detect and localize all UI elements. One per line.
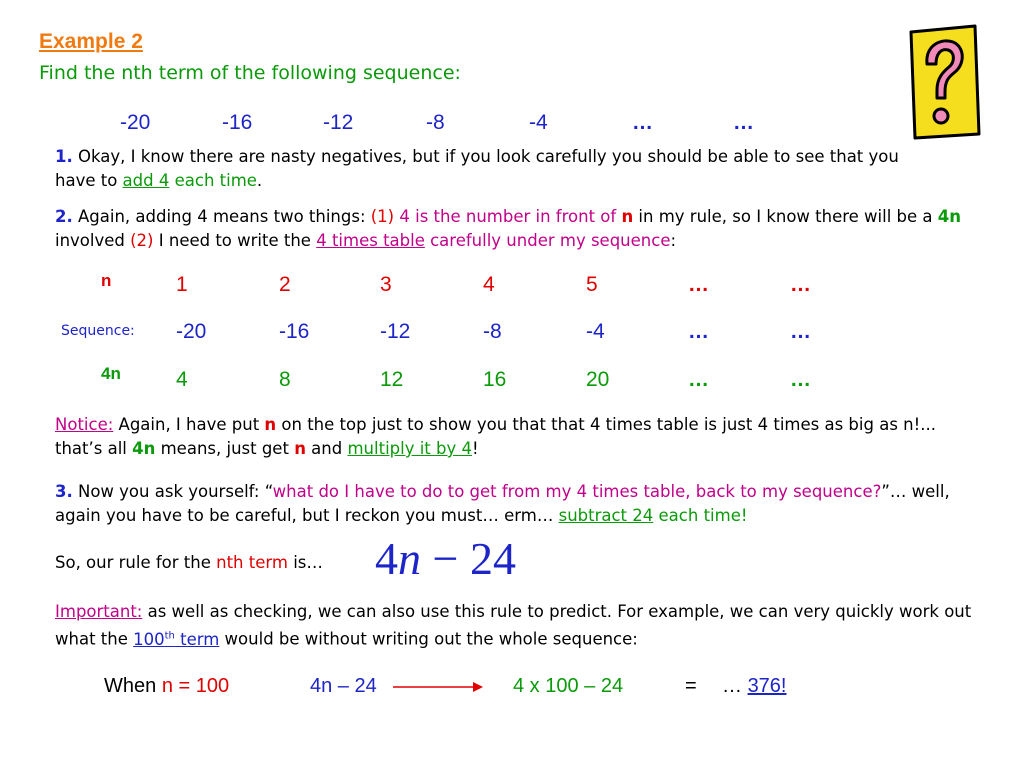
4n-row-ellipsis: … [688, 368, 709, 391]
notice-text: ! [472, 439, 479, 458]
important-text: would be without writing out the whole sequence: [219, 629, 638, 649]
notice-paragraph [55, 413, 965, 461]
n-row-ellipsis: … [790, 273, 811, 296]
formula-variable: n [398, 533, 421, 584]
n-symbol: n [294, 439, 306, 458]
4-times-table-link: 4 times table [316, 231, 425, 250]
step-text: Again, adding 4 means two things: [78, 207, 371, 226]
nth-term-label: nth term [216, 553, 288, 572]
step-text: ”… well, again you have to be careful, but I reckon you must… erm… [55, 482, 950, 525]
important-text: as well as checking, we can also use this rule to predict. For example, we can very quickly work out what the [55, 602, 972, 649]
sequence-row-cell: -20 [176, 320, 207, 343]
formula-coefficient: 4 [375, 533, 398, 584]
question-mark-sign-icon [903, 22, 983, 142]
n-row-cell: 4 [483, 273, 495, 296]
notice-text: Again, I have put [113, 415, 265, 434]
sequence-row-cell: -8 [483, 320, 502, 343]
formula-constant: − 24 [421, 533, 516, 584]
n-value: = 100 [172, 675, 230, 697]
step-text: : [670, 231, 677, 250]
row-label-n: n [101, 271, 112, 290]
sequence-ellipsis: … [632, 111, 653, 134]
sequence-term: -16 [222, 111, 253, 134]
rule-text: So, our rule for the [55, 553, 217, 572]
n-row-cell: 5 [586, 273, 598, 296]
ordinal-suffix: th [164, 630, 175, 641]
sequence-term: -12 [323, 111, 354, 134]
multiply-by-4-link: multiply it by 4 [347, 439, 472, 458]
rule-text: is… [287, 553, 323, 572]
sequence-term: -4 [529, 111, 548, 134]
4n-symbol: 4n [132, 439, 156, 458]
4n-row-cell: 4 [176, 368, 188, 391]
page-title: Example 2 [39, 30, 143, 53]
step-2-paragraph [55, 205, 1000, 253]
row-label-sequence: Sequence: [61, 323, 135, 339]
arrow-right-icon [393, 679, 485, 695]
notice-label: Notice: [55, 415, 114, 434]
important-label: Important: [55, 602, 143, 621]
step-number: 3. [55, 482, 73, 501]
step-text: Now you ask yourself: “ [72, 482, 273, 501]
answer-value: 376! [747, 675, 787, 697]
step-text: Okay, I know there are nasty negatives, but if you look carefully you should be able to see that you have to [55, 147, 899, 190]
substitution-expression: 4 x 100 – 24 [513, 675, 624, 697]
point-1-label: (1) [370, 207, 395, 226]
notice-text: means, just get [155, 439, 295, 458]
4n-row-cell: 20 [586, 368, 610, 391]
100th-term-link [133, 630, 219, 649]
step-number: 2. [55, 207, 73, 226]
step-quote: what do I have to do to get from my 4 times table, back to my sequence? [272, 482, 882, 501]
n-row-ellipsis: … [688, 273, 709, 296]
sequence-term: -8 [426, 111, 445, 134]
sequence-row-cell: -16 [279, 320, 310, 343]
important-paragraph [55, 600, 995, 652]
step-number: 1. [55, 147, 73, 166]
step-3-paragraph [55, 480, 990, 528]
n-symbol: n [161, 675, 173, 697]
subtract-24-link: subtract 24 [558, 506, 654, 525]
n-row-cell: 2 [279, 273, 291, 296]
sequence-row-ellipsis: … [688, 320, 709, 343]
row-label-4n: 4n [101, 364, 121, 383]
100-value: 100 [133, 629, 165, 649]
when-word: When [104, 675, 162, 697]
step-text-highlight: 4 is the number in front of [394, 207, 622, 226]
term-word: term [174, 629, 220, 649]
rule-expression: 4n – 24 [310, 675, 377, 697]
sequence-ellipsis: … [733, 111, 754, 134]
add-4-link: add 4 [122, 171, 170, 190]
step-text: . [256, 171, 263, 190]
equals-sign: = [685, 675, 697, 697]
when-clause [104, 675, 229, 698]
step-text-highlight: each time [169, 171, 257, 190]
step-text: I need to write the [153, 231, 317, 250]
4n-symbol: 4n [937, 207, 962, 226]
4n-row-cell: 8 [279, 368, 291, 391]
notice-text: and [305, 439, 348, 458]
nth-term-formula [375, 532, 516, 585]
n-row-cell: 1 [176, 273, 188, 296]
n-symbol: n [621, 207, 634, 226]
4n-row-cell: 12 [380, 368, 404, 391]
step-text-highlight: each time! [653, 506, 748, 525]
4n-row-ellipsis: … [790, 368, 811, 391]
answer-ellipsis: … [722, 675, 748, 697]
sequence-row-ellipsis: … [790, 320, 811, 343]
n-row-cell: 3 [380, 273, 392, 296]
notice-text: on the top just to show you that that 4 times table is just 4 times as big as n!... that’s all [55, 415, 936, 458]
rule-sentence [55, 551, 375, 575]
answer-group [722, 675, 787, 698]
step-text-highlight: carefully under my sequence [424, 231, 671, 250]
step-text: involved [55, 231, 131, 250]
sequence-row-cell: -12 [380, 320, 411, 343]
4n-row-cell: 16 [483, 368, 507, 391]
point-2-label: (2) [130, 231, 154, 250]
sequence-row-cell: -4 [586, 320, 605, 343]
n-symbol: n [264, 415, 277, 434]
page-subtitle: Find the nth term of the following sequence: [39, 62, 461, 84]
step-1-paragraph [55, 145, 935, 193]
sequence-term: -20 [120, 111, 151, 134]
step-text: in my rule, so I know there will be a [633, 207, 938, 226]
